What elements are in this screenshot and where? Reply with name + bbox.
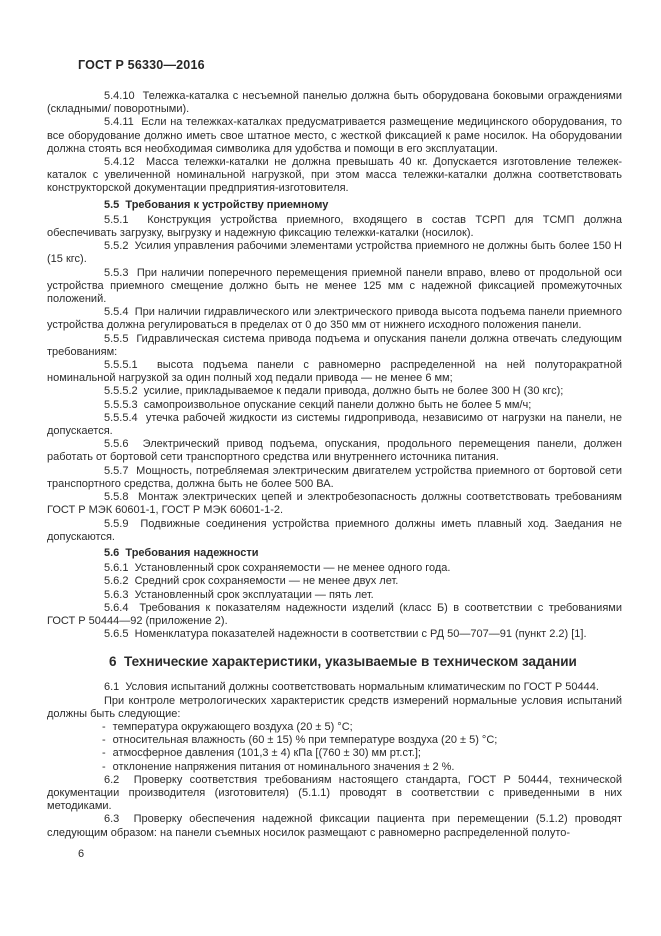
paragraph: 5.4.12 Масса тележки-каталки не должна превышать 40 кг. Допускается изготовление тележек-каталок с увеличенной номинальной нагрузкой, при этом масса тележки-каталки должна соответствовать конструкторской документации предприятия-изготовителя. [47, 156, 622, 195]
list-item [47, 721, 622, 734]
dash-bullet: - [102, 747, 106, 760]
list-item-text: относительная влажность (60 ± 15) % при температуре воздуха (20 ± 5) °С; [112, 734, 498, 747]
list-item-text: температура окружающего воздуха (20 ± 5) °С; [112, 720, 353, 733]
paragraph: 5.5.5.4 утечка рабочей жидкости из системы гидропривода, независимо от нагрузки на панели, не допускается. [47, 411, 622, 438]
paragraph: 5.5.9 Подвижные соединения устройства приемного должны иметь плавный ход. Заедания не допускаются. [47, 517, 622, 543]
paragraph: 5.5.5.2 усилие, прикладываемое к педали привода, должно быть не более 300 Н (30 кгс); [104, 385, 564, 398]
running-head: ГОСТ Р 56330—2016 [78, 58, 205, 72]
document-body [47, 90, 622, 840]
paragraph: 5.5.6 Электрический привод подъема, опускания, продольного перемещения панели, должен работать от бортовой сети транспортного средства или внутреннего источника питания. [47, 438, 622, 464]
paragraph: 5.4.11 Если на тележках-каталках предусматривается размещение медицинского оборудования, то все оборудование должно иметь свое штатное место, с жесткой фиксацией к раме носилок. На оборудовании должна стоять вся необходимая символика для удобства и помощи в его эксплуатации. [47, 116, 622, 155]
paragraph: 6.1 Условия испытаний должны соответствовать нормальным климатическим по ГОСТ Р 50444. [104, 681, 599, 694]
paragraph: 5.6.1 Установленный срок сохраняемости — не менее одного года. [104, 562, 451, 575]
paragraph: 5.5.5.1 высота подъема панели с равномерно распределенной на ней полуторакратной номинальной нагрузкой за один полный ход педали привода — не менее 6 мм; [47, 359, 622, 385]
subsection-heading: 5.6 Требования надежности [104, 546, 259, 559]
paragraph: 5.6.5 Номенклатура показателей надежности в соответствии с РД 50—707—91 (пункт 2.2) [1]. [104, 628, 587, 641]
dash-bullet: - [102, 760, 106, 773]
paragraph: 5.6.4 Требования к показателям надежности изделий (класс Б) в соответствии с требованиями ГОСТ Р 50444—92 (приложение 2). [47, 601, 622, 627]
list-item [47, 761, 622, 774]
paragraph: 6.3 Проверку обеспечения надежной фиксации пациента при перемещении (5.1.2) проводят следующим образом: на панели съемных носилок размещают с равномерно распределенной полуто- [47, 813, 622, 839]
section-heading: 6 Технические характеристики, указываемые в техническом задании [109, 654, 577, 670]
dash-bullet: - [102, 720, 106, 733]
page-number: 6 [78, 848, 85, 860]
paragraph: 5.5.7 Мощность, потребляемая электрическим двигателем устройства приемного от бортовой сети транспортного средства, должна быть не более 500 ВА. [47, 464, 622, 490]
paragraph: 5.5.8 Монтаж электрических цепей и электробезопасность должны соответствовать требованиям ГОСТ Р МЭК 60601-1, ГОСТ Р МЭК 60601-1-2. [47, 491, 622, 517]
list-item-text: атмосферное давления (101,3 ± 4) кПа [(760 ± 30) мм рт.ст.]; [112, 747, 421, 760]
paragraph: 5.5.4 При наличии гидравлического или электрического привода высота подъема панели приемного устройства должна регулироваться в пределах от 0 до 350 мм от нижнего исходного положения панели. [47, 306, 622, 332]
list-item [47, 734, 622, 747]
paragraph: 5.6.3 Установленный срок эксплуатации — пять лет. [104, 588, 374, 601]
paragraph: 5.5.1 Конструкция устройства приемного, входящего в состав ТСРП для ТСМП должна обеспечивать загрузку, выгрузку и надежную фиксацию тележки-каталки (носилок). [47, 213, 622, 240]
paragraph: 5.6.2 Средний срок сохраняемости — не менее двух лет. [104, 575, 399, 588]
list-item [47, 747, 622, 760]
paragraph: 5.5.5 Гидравлическая система привода подъема и опускания панели должна отвечать следующим требованиям: [47, 332, 622, 358]
list-item-text: отклонение напряжения питания от номинального значения ± 2 %. [112, 760, 455, 773]
paragraph: 5.5.5.3 самопроизвольное опускание секций панели должно быть не более 5 мм/ч; [104, 398, 532, 411]
paragraph: 5.5.2 Усилия управления рабочими элементами устройства приемного не должны быть более 150 Н (15 кгс). [47, 240, 622, 266]
paragraph: 5.4.10 Тележка-каталка с несъемной панелью должна быть оборудована боковыми ограждениями (складными/ поворотными). [47, 90, 622, 116]
dash-bullet: - [102, 734, 106, 747]
subsection-heading: 5.5 Требования к устройству приемному [104, 198, 329, 211]
paragraph: При контроле метрологических характеристик средств измерений нормальные условия испытаний должны быть следующие: [47, 694, 622, 720]
paragraph: 5.5.3 При наличии поперечного перемещения приемной панели вправо, влево от продольной оси устройства приемного смещение должно быть не менее 125 мм с надежной фиксацией промежуточных положений. [47, 266, 622, 306]
paragraph: 6.2 Проверку соответствия требованиям настоящего стандарта, ГОСТ Р 50444, технической документации производителя (изготовителя) (5.1.1) проводят в соответствии с приведенными в них методиками. [47, 773, 622, 813]
